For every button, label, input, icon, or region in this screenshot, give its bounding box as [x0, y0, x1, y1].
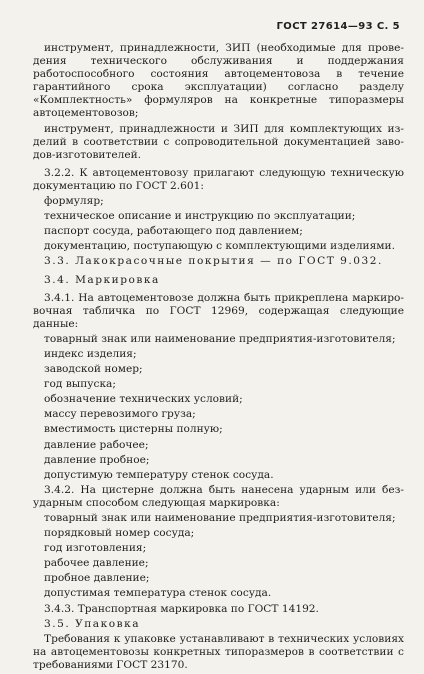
text-paragraph: давление пробное;	[44, 453, 150, 466]
text-paragraph: допустимая температура стенок сосуда.	[44, 587, 272, 600]
text-paragraph: документацию, поступающую с комплектующими изделиями.	[44, 240, 395, 253]
text-paragraph: товарный знак или наименование предприятия-изготовителя;	[44, 332, 396, 345]
text-paragraph: обозначение технических условий;	[44, 393, 243, 406]
page-header: ГОСТ 27614—93 С. 5	[276, 21, 400, 32]
text-paragraph: техническое описание и инструкцию по эксплуатации;	[44, 210, 356, 223]
text-paragraph: рабочее давление;	[44, 557, 149, 570]
text-paragraph: инструмент, принадлежности, ЗИП (необходимые для проведения технического обслуживания и поддержания работоспособного состояния автоцементовоза в течение гарантийного срока эксплуатации) согласно разделу «Комплектность» формуляров на конкретные типоразмеры автоцементовозов;	[33, 42, 404, 120]
text-paragraph: 3.4.1. На автоцементовозе должна быть прикреплена маркировочная табличка по ГОСТ 12969, содержащая следующие данные:	[33, 291, 404, 330]
text-paragraph: 3.2.2. К автоцементовозу прилагают следующую техническую документацию по ГОСТ 2.601:	[33, 166, 404, 192]
text-paragraph: 3.4.3. Транспортная маркировка по ГОСТ 14192.	[44, 602, 319, 615]
text-paragraph: индекс изделия;	[44, 347, 137, 360]
text-paragraph: вместимость цистерны полную;	[44, 423, 223, 436]
text-paragraph: формуляр;	[44, 195, 104, 208]
text-paragraph: товарный знак или наименование предприятия-изготовителя;	[44, 512, 396, 524]
text-paragraph: год изготовления;	[44, 542, 147, 555]
text-paragraph: инструмент, принадлежности и ЗИП для комплектующих изделий в соответствии с сопроводительной документацией заводов-изготовителей.	[33, 122, 404, 161]
text-paragraph: порядковый номер сосуда;	[44, 527, 195, 540]
text-paragraph: год выпуска;	[44, 378, 116, 391]
text-paragraph: паспорт сосуда, работающего под давлением;	[44, 225, 303, 238]
text-paragraph: 3.4. Маркировка	[44, 273, 160, 286]
text-paragraph: 3.4.2. На цистерне должна быть нанесена ударным или безударным способом следующая маркировка:	[33, 483, 404, 509]
text-paragraph: давление рабочее;	[44, 438, 149, 451]
text-paragraph: пробное давление;	[44, 572, 150, 585]
text-paragraph: заводской номер;	[44, 363, 143, 376]
text-paragraph: 3.3. Лакокрасочные покрытия — по ГОСТ 9.032.	[44, 255, 383, 268]
text-paragraph: 3.5. Упаковка	[44, 617, 141, 630]
document-body	[33, 42, 404, 674]
text-paragraph: Требования к упаковке устанавливают в технических условиях на автоцементовозы конкретных типоразмеров в соответствии с требованиями ГОСТ 23170.	[33, 632, 404, 671]
text-paragraph: допустимую температуру стенок сосуда.	[44, 468, 274, 481]
text-paragraph: массу перевозимого груза;	[44, 408, 196, 421]
